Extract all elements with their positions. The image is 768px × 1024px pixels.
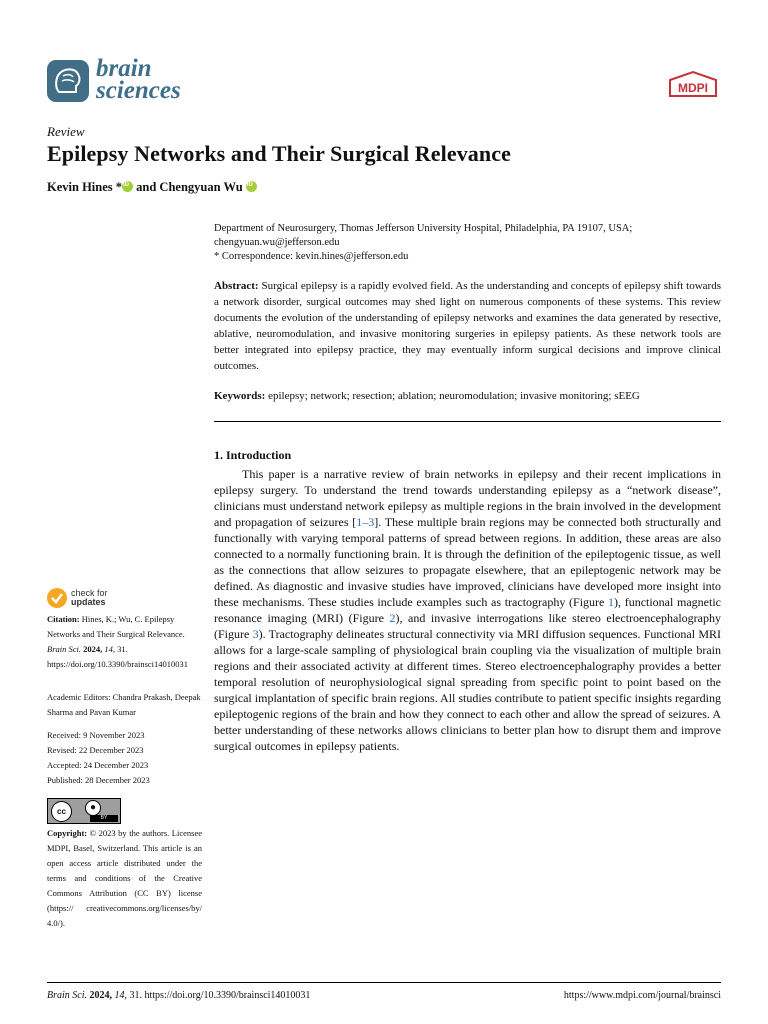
dates <box>47 728 202 788</box>
by-label: BY <box>90 815 118 822</box>
attribution-person-icon: ● <box>85 800 101 816</box>
footer-journal-url[interactable]: https://www.mdpi.com/journal/brainsci <box>563 990 721 1001</box>
intro-text: ). Tractography delineates structural connectivity via MRI diffusion sequences. Functional MRI allows for a large-scale sampling of physiological brain coupling via the visualization of multiple brain regions and their associated activity at different times. Stereo electroencephalography provides a better temporal resolution of neurophysiological signal spreading from specific point to point based on the surgical implantation of specific brain regions. All studies contribute to patient specific insights regarding epileptogenic regions of the brain and how they connect to each other and allow the spread of seizures. A better understanding of these networks allows clinicians to better plan how to disrupt them and improve surgical outcomes in epilepsy patients. <box>214 627 722 753</box>
citation-text: Hines, K.; Wu, C. Epilepsy Networks and Their Surgical Relevance. <box>47 614 185 639</box>
figure-link[interactable]: 2 <box>389 611 396 625</box>
abstract-text: Surgical epilepsy is a rapidly evolved field. As the understanding and concepts of epilepsy shift towards a network disorder, surgical outcomes may shed light on numerous components of these systems. This review documents the evolution of the understanding of epilepsy networks and examines the data generated by resective, ablative, neuromodulation, and invasive monitoring surgeries in epilepsy patients. As these network tools are better integrated into epilepsy practice, they may eventually inform surgical decisions and improve clinical outcomes. <box>214 280 721 372</box>
citation-doi[interactable]: 31. https://doi.org/10.3390/brainsci14010031 <box>47 644 189 669</box>
authors <box>47 180 257 195</box>
footer-journal: Brain Sci. <box>47 990 87 1001</box>
check-for-updates-icon[interactable] <box>47 588 67 608</box>
date-accepted: Accepted: 24 December 2023 <box>47 760 149 770</box>
citation-journal: Brain Sci. <box>47 644 81 654</box>
footer-citation <box>47 990 310 1001</box>
keywords-text: epilepsy; network; resection; ablation; neuromodulation; invasive monitoring; sEEG <box>268 390 640 402</box>
keywords <box>214 388 721 404</box>
journal-name-line1: brain <box>96 55 152 82</box>
introduction-paragraph <box>214 466 721 754</box>
citation-label: Citation: <box>47 614 80 624</box>
intro-text: ), functional magnetic resonance imaging (MRI) (Figure <box>214 595 721 625</box>
intro-text: ), and invasive interrogations like stereo electroencephalography (Figure <box>214 611 721 641</box>
academic-editors: Academic Editors: Chandra Prakash, Deepak Sharma and Pavan Kumar <box>47 692 201 717</box>
footer-doi[interactable]: 31. https://doi.org/10.3390/brainsci14010031 <box>129 990 311 1001</box>
copyright-label: Copyright: <box>47 828 88 838</box>
correspondence: * Correspondence: kevin.hines@jefferson.edu <box>214 251 409 262</box>
journal-name-line2: sciences <box>96 77 181 104</box>
article-type: Review <box>47 124 85 139</box>
date-revised: Revised: 22 December 2023 <box>47 745 144 755</box>
cc-by-license-badge[interactable] <box>47 798 121 824</box>
journal-name <box>96 55 181 104</box>
abstract <box>214 278 721 374</box>
footer-year: 2024, <box>89 990 112 1001</box>
date-received: Received: 9 November 2023 <box>47 730 145 740</box>
keywords-label: Keywords: <box>214 390 266 402</box>
section-heading: 1. Introduction <box>214 448 292 462</box>
section-divider <box>214 421 721 422</box>
mdpi-logo <box>666 70 720 98</box>
publisher-name: MDPI <box>678 81 708 95</box>
author-1[interactable]: Kevin Hines * <box>47 180 123 194</box>
check-line2: updates <box>71 597 106 607</box>
copyright-text: © 2023 by the authors. Licensee MDPI, Basel, Switzerland. This article is an open access article distributed under the terms and conditions of the Creative Commons Attribution (CC BY) license (https:// creativecommons.org/licenses/by/ 4.0/). <box>47 828 202 928</box>
article-title: Epilepsy Networks and Their Surgical Relevance <box>47 141 511 166</box>
reference-link[interactable]: 1–3 <box>356 515 375 529</box>
citation-year: 2024, <box>83 644 103 654</box>
intro-text: ]. These multiple brain regions may be connected both structurally and functionally with varying temporal patterns of spread between regions. In addition, these areas are also connected to a normally functioning brain. It is through the definition of the epileptogenic tissue, as well as the connections that allow seizures to propagate elsewhere, that an epileptogenic network may be defined. As diagnostic and invasive studies have improved, clinicians have developed more insight into these mechanisms. These studies include examples such as tractography (Figure <box>214 515 721 609</box>
orcid-icon[interactable] <box>246 181 257 192</box>
footer-volume: 14, <box>114 990 127 1001</box>
figure-link[interactable]: 3 <box>252 627 259 641</box>
author-2[interactable]: Chengyuan Wu <box>159 180 243 194</box>
citation <box>47 612 202 672</box>
affiliation-text: Department of Neurosurgery, Thomas Jefferson University Hospital, Philadelphia, PA 19107, USA; <box>214 223 633 234</box>
journal-logo-icon <box>47 60 89 102</box>
cc-icon: cc <box>51 801 72 822</box>
check-for-updates-button[interactable] <box>71 589 108 607</box>
check-line1: check for <box>71 588 108 598</box>
intro-text: This paper is a narrative review of brain networks in epilepsy and their recent implications in epilepsy surgery. To understand the trend towards understanding epilepsy as a “network disease”, clinicians must understand network epilepsy as multiple regions in the brain involved in the development and propagation of seizures [ <box>214 467 721 529</box>
authors-and: and <box>136 180 157 194</box>
footer-divider <box>47 982 721 983</box>
affiliation <box>214 222 724 264</box>
figure-link[interactable]: 1 <box>608 595 615 609</box>
date-published: Published: 28 December 2023 <box>47 775 150 785</box>
citation-volume: 14, <box>104 644 115 654</box>
abstract-label: Abstract: <box>214 280 259 292</box>
orcid-icon[interactable] <box>122 181 133 192</box>
copyright <box>47 826 202 931</box>
affiliation-email[interactable]: chengyuan.wu@jefferson.edu <box>214 237 340 248</box>
